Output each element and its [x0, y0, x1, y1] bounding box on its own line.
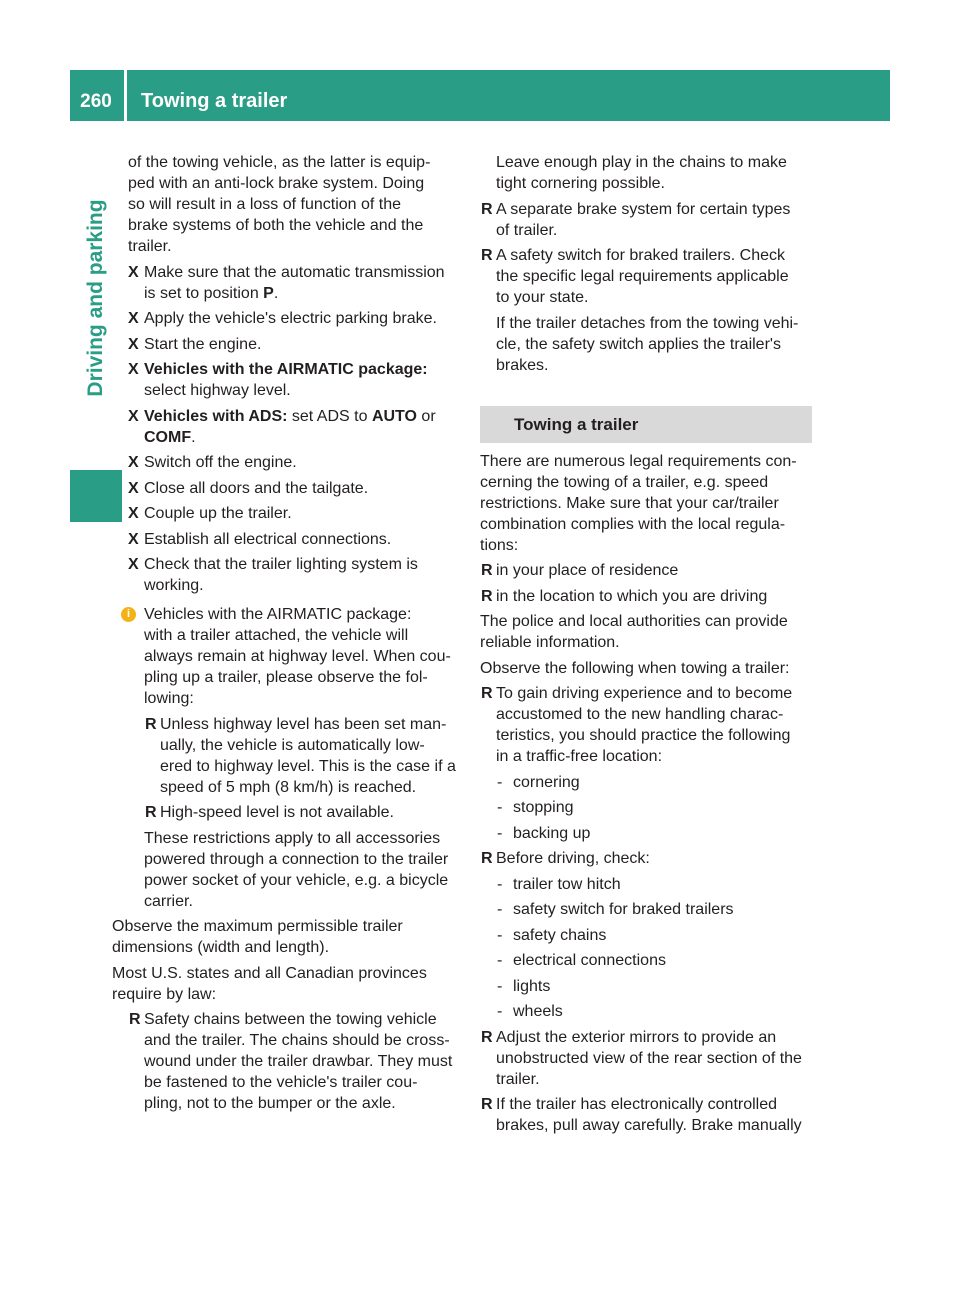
step-item [128, 406, 460, 448]
info-icon: i [121, 607, 136, 622]
text-line: If the trailer has electronically controlled [496, 1096, 778, 1113]
text-line: Couple up the trailer. [144, 505, 292, 522]
text-line: Start the engine. [144, 335, 262, 353]
dash-item [480, 772, 812, 793]
text-line: of trailer. [496, 221, 558, 239]
text-line: accustomed to the new handling charac- [496, 706, 784, 723]
step-item [128, 503, 460, 524]
bullet-item [480, 1094, 812, 1136]
bullet-item [480, 848, 812, 869]
dash-marker: - [497, 977, 503, 995]
text-line: safety switch for braked trailers [513, 901, 734, 918]
right-column [480, 152, 812, 1141]
text-line: in the location to which you are driving [496, 587, 768, 605]
bullet-marker: R [481, 850, 493, 867]
info-bullet [144, 714, 460, 798]
text-line: to your state. [496, 289, 589, 306]
text-line: cornering [513, 773, 580, 791]
text-span: Vehicles with ADS: [144, 407, 288, 425]
text-line: Vehicles with the AIRMATIC package: [144, 606, 412, 623]
text-line: Observe the maximum permissible trailer [112, 918, 403, 935]
text-line: Safety chains between the towing vehicle [144, 1011, 437, 1028]
text-span: . [191, 428, 196, 446]
text-line: lights [513, 977, 551, 995]
text-line: pling, not to the bumper or the axle. [144, 1095, 396, 1112]
bullet-marker: R [145, 715, 157, 733]
text-span: set ADS to [287, 407, 372, 425]
text-line: Establish all electrical connections. [144, 530, 392, 548]
bullet-marker: R [481, 1028, 493, 1046]
text-span: . [273, 284, 279, 302]
text-line: trailer. [496, 1070, 540, 1088]
step-item [128, 262, 460, 304]
bullet-item [480, 683, 812, 767]
step-item [128, 554, 460, 596]
text-line: A separate brake system for certain types [496, 200, 791, 218]
bullet-item [480, 199, 812, 241]
text-line: backing up [513, 824, 591, 842]
text-span: is set to position [144, 284, 264, 302]
mode-value: AUTO [371, 407, 417, 425]
step-marker: X [128, 530, 139, 548]
text-line: tions: [480, 536, 519, 554]
dash-marker: - [497, 926, 503, 944]
step-marker: X [128, 454, 139, 471]
text-line: brakes. [496, 356, 549, 374]
text-line: working. [144, 577, 204, 594]
text-line: so will result in a loss of function of the [128, 196, 402, 213]
intro-paragraph [128, 152, 460, 257]
info-text [144, 604, 460, 709]
header-divider [124, 70, 127, 121]
text-line: reliable information. [480, 634, 620, 651]
text-line: If the trailer detaches from the towing vehi- [496, 314, 799, 332]
bullet-marker: R [481, 200, 493, 218]
info-bullet [144, 802, 460, 823]
text-line: High-speed level is not available. [160, 804, 394, 821]
text-line: To gain driving experience and to become [496, 685, 793, 702]
text-line: and the trailer. The chains should be cross- [144, 1032, 450, 1049]
step-marker: X [128, 361, 139, 378]
bullet-item [480, 1027, 812, 1090]
text-line: Close all doors and the tailgate. [144, 479, 369, 497]
step-marker: X [128, 505, 139, 522]
dash-item [480, 950, 812, 971]
text-line [144, 406, 460, 427]
text-line: in your place of residence [496, 562, 679, 579]
text-line: There are numerous legal requirements con- [480, 452, 797, 470]
text-line: wheels [513, 1003, 563, 1020]
text-line: Switch off the engine. [144, 454, 297, 471]
dash-marker: - [497, 875, 503, 893]
bullet-item [128, 1009, 460, 1114]
text-line: pling up a trailer, please observe the fol- [144, 669, 428, 686]
dash-marker: - [497, 773, 503, 791]
text-line: in a traffic-free location: [496, 748, 663, 765]
text-line: Make sure that the automatic transmission [144, 263, 445, 281]
text-line: always remain at highway level. When cou- [144, 648, 451, 665]
bullet-marker: R [481, 247, 493, 264]
text-line: select highway level. [144, 382, 291, 399]
text-line: restrictions. Make sure that your car/trailer [480, 494, 779, 512]
dash-item [480, 976, 812, 997]
step-marker: X [128, 310, 139, 327]
dash-marker: - [497, 799, 503, 816]
text-line: Before driving, check: [496, 850, 650, 867]
left-column [112, 152, 460, 1119]
paragraph [112, 963, 460, 1005]
step-item [128, 359, 460, 401]
text-line: ped with an anti-lock brake system. Doing [128, 175, 425, 192]
step-marker: X [128, 556, 139, 573]
text-line: be fastened to the vehicle's trailer cou- [144, 1074, 418, 1091]
bullet-marker: R [481, 1096, 493, 1113]
bullet-marker: R [481, 587, 493, 605]
text-line: Leave enough play in the chains to make [496, 154, 787, 171]
bullet-marker: R [145, 804, 157, 821]
text-line: trailer. [128, 238, 172, 255]
text-line: safety chains [513, 926, 607, 944]
text-line: of the towing vehicle, as the latter is equip- [128, 154, 431, 171]
text-line: lowing: [144, 690, 194, 707]
text-line: speed of 5 mph (8 km/h) is reached. [160, 778, 417, 796]
text-line: dimensions (width and length). [112, 939, 330, 956]
dash-marker: - [497, 952, 503, 969]
bullet-item [480, 586, 812, 607]
page-number: 260 [80, 91, 112, 112]
text-line [144, 283, 460, 304]
text-line: brakes, pull away carefully. Brake manually [496, 1117, 802, 1134]
position-value: P [263, 284, 274, 302]
dash-marker: - [497, 824, 503, 842]
dash-marker: - [497, 1003, 503, 1020]
dash-item [480, 874, 812, 895]
page-title: Towing a trailer [141, 90, 288, 112]
text-line: A safety switch for braked trailers. Check [496, 247, 785, 264]
step-item [128, 308, 460, 329]
detail-text [496, 313, 812, 376]
text-line: These restrictions apply to all accessories [144, 829, 441, 847]
text-line [144, 427, 460, 448]
mode-value: COMF [144, 428, 192, 446]
paragraph [480, 658, 812, 679]
text-line: ered to highway level. This is the case if a [160, 757, 456, 775]
text-line: Observe the following when towing a trailer: [480, 659, 790, 677]
text-line: require by law: [112, 985, 217, 1003]
text-line: Vehicles with the AIRMATIC package: [144, 361, 428, 378]
text-line: trailer tow hitch [513, 875, 621, 893]
step-item [128, 529, 460, 550]
step-item [128, 452, 460, 473]
text-line: carrier. [144, 892, 193, 910]
text-line: tight cornering possible. [496, 175, 665, 192]
text-line: wound under the trailer drawbar. They must [144, 1053, 453, 1070]
dash-item [480, 1001, 812, 1022]
text-line: The police and local authorities can provide [480, 613, 788, 630]
dash-marker: - [497, 901, 503, 918]
dash-item [480, 899, 812, 920]
text-line: Unless highway level has been set man- [160, 715, 447, 733]
bullet-item [480, 245, 812, 376]
step-item [128, 478, 460, 499]
chapter-tab [70, 470, 122, 522]
text-line: cerning the towing of a trailer, e.g. speed [480, 473, 769, 491]
bullet-item [480, 560, 812, 581]
section-heading: Towing a trailer [480, 406, 812, 443]
info-tail [144, 828, 460, 912]
bullet-marker: R [481, 685, 493, 702]
paragraph [480, 611, 812, 653]
text-line: ually, the vehicle is automatically low- [160, 736, 425, 754]
text-line: combination complies with the local regula- [480, 515, 786, 533]
paragraph [112, 916, 460, 958]
text-line: Most U.S. states and all Canadian provinces [112, 964, 427, 982]
text-line: Apply the vehicle's electric parking brake. [144, 310, 437, 327]
text-span: or [416, 407, 436, 425]
section-intro [480, 451, 812, 556]
text-line: unobstructed view of the rear section of the [496, 1049, 802, 1067]
text-line: electrical connections [513, 952, 666, 969]
bullet-marker: R [129, 1011, 141, 1028]
text-line: the specific legal requirements applicable [496, 268, 789, 285]
text-line: stopping [513, 799, 574, 816]
step-marker: X [128, 335, 139, 353]
bullet-marker: R [481, 562, 493, 579]
continuation-text [480, 152, 812, 194]
step-marker: X [128, 263, 139, 281]
text-line: power socket of your vehicle, e.g. a bicycle [144, 871, 449, 889]
text-line: Adjust the exterior mirrors to provide an [496, 1028, 777, 1046]
step-marker: X [128, 479, 139, 497]
dash-item [480, 925, 812, 946]
text-line: cle, the safety switch applies the trailer's [496, 335, 781, 353]
dash-item [480, 823, 812, 844]
text-line: teristics, you should practice the following [496, 727, 791, 744]
step-item [128, 334, 460, 355]
info-note [128, 604, 460, 912]
text-line: brake systems of both the vehicle and the [128, 217, 424, 234]
text-line: with a trailer attached, the vehicle will [144, 627, 409, 644]
text-line: Check that the trailer lighting system is [144, 556, 418, 573]
dash-item [480, 797, 812, 818]
text-line: powered through a connection to the trailer [144, 850, 449, 868]
chapter-label-text: Driving and parking [84, 198, 107, 397]
step-marker: X [128, 407, 139, 425]
chapter-label [70, 130, 122, 465]
